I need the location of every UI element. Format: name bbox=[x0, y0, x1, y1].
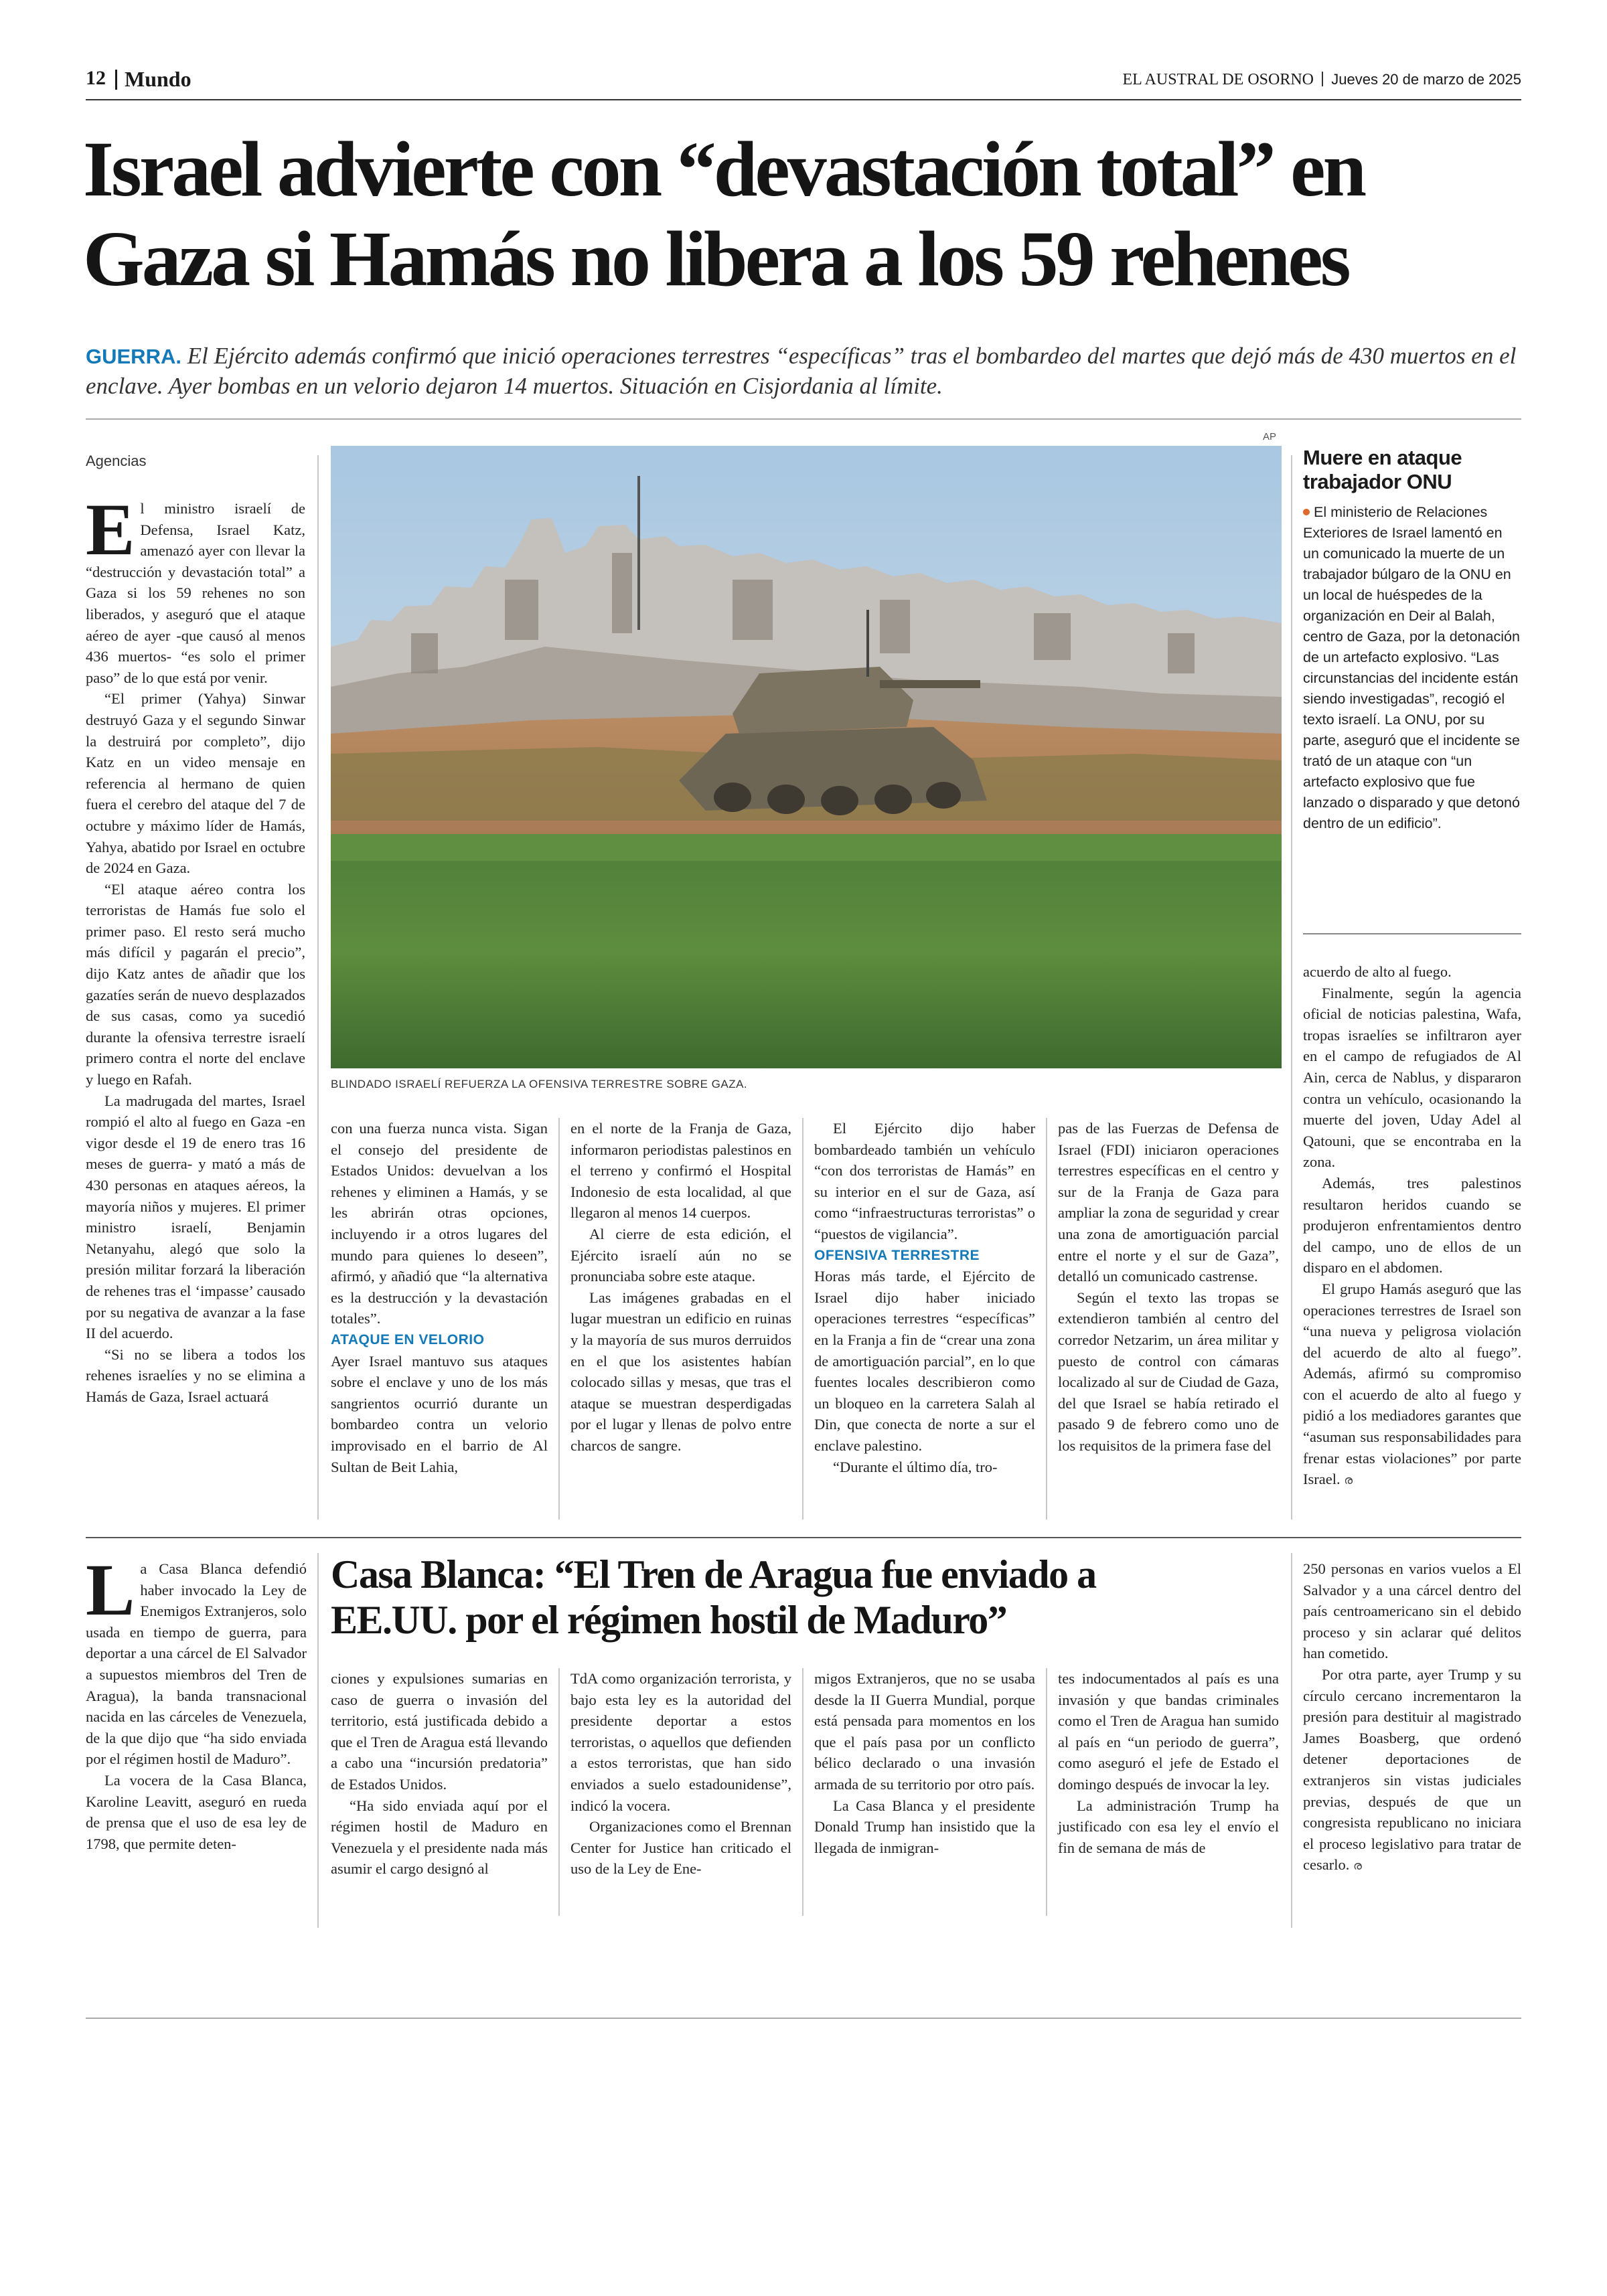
col-divider bbox=[1046, 1118, 1047, 1520]
publication-name bbox=[1122, 71, 1521, 89]
deck bbox=[86, 341, 1521, 401]
main-col-6 bbox=[1303, 961, 1521, 1491]
second-col-5 bbox=[1058, 1668, 1279, 1858]
col-divider bbox=[802, 1118, 804, 1520]
headline-line-2: Gaza si Hamás no libera a los 59 rehenes bbox=[83, 215, 1349, 303]
main-col-2-para-1: con una fuerza nunca vista. Sigan el consejo del presidente de Estados Unidos: devuelvan a los rehenes y eliminen a Hamás, y se les abrirán otras opciones, incluyendo ir a otros lugares del mundo para quienes lo deseen”, afirmó, y añadió que “la alternativa es la destrucción y la devastación totales”. bbox=[331, 1120, 548, 1327]
main-col-3 bbox=[570, 1118, 791, 1457]
main-col-3-para-3: Las imágenes grabadas en el lugar muestran un edificio en ruinas y la mayoría de sus muros derruidos en el que los asistentes habían colocado sillas y mesas, que tras el ataque se muestran desperdigadas por el lugar y llenas de polvo entre charcos de sangre. bbox=[570, 1289, 791, 1454]
sidebar-title: Muere en ataque trabajador ONU bbox=[1303, 446, 1462, 493]
second-col-2-para-2: “Ha sido enviada aquí por el régimen hostil de Maduro en Venezuela y el presidente nada más asumir el cargo designó al bbox=[331, 1797, 548, 1878]
deck-rule bbox=[86, 418, 1521, 420]
main-col-5-para-2: Según el texto las tropas se extendieron también al centro del corredor Netzarim, un área militar y puesto de control con cámaras localizado al sur de Ciudad de Gaza, del que Israel se había retirado el pasado 9 de febrero como uno de los requisitos de la primera fase del bbox=[1058, 1289, 1279, 1454]
second-col-4-para-1: migos Extranjeros, que no se usaba desde la II Guerra Mundial, porque está pensada para momentos en los que el país pasa por un conflicto bélico declarado o una invasión armada de su territorio por otro país. bbox=[814, 1670, 1035, 1793]
col-divider bbox=[558, 1668, 560, 1916]
main-col-3-para-1: en el norte de la Franja de Gaza, informaron periodistas palestinos en el terreno y confirmó el Hospital Indonesio de esta localidad, al que llegaron al menos 14 cuerpos. bbox=[570, 1120, 791, 1222]
end-mark-icon: ര bbox=[1353, 1859, 1362, 1874]
second-col-5-para-2: La administración Trump ha justificado con esa ley el envío el fin de semana de más de bbox=[1058, 1797, 1279, 1856]
main-col-1-para-1: El ministro israelí de Defensa, Israel Katz, amenazó ayer con llevar la “destrucción y devastación total” a Gaza si los 59 rehenes no son liberados, y aseguró que el ataque aéreo de ayer -que causó al menos 436 muertos- “es solo el primer paso” de lo que está por venir. bbox=[86, 489, 305, 686]
publication-date: Jueves 20 de marzo de 2025 bbox=[1331, 71, 1521, 88]
main-col-6-para-2: Finalmente, según la agencia oficial de noticias palestina, Wafa, tropas israelíes se infiltraron ayer en el campo de refugiados de Al Ain, cerca de Nablus, y dispararon contra un vehículo, ocasionando la muerte del joven, Uday Adel al Qatouni, que se encontraba en la zona. bbox=[1303, 984, 1521, 1171]
sidebar-box bbox=[1303, 446, 1521, 834]
main-col-4-para-2: Horas más tarde, el Ejército de Israel dijo haber iniciado operaciones terrestres “específicas” en la Franja a fin de “crear una zona de amortiguación parcial”, en lo que fuentes locales describieron como un bloqueo en la carretera Salah al Din, que conecta de norte a sur el enclave palestino. bbox=[814, 1268, 1035, 1454]
main-col-2-subhead: ATAQUE EN VELORIO bbox=[331, 1331, 485, 1347]
section-name: Mundo bbox=[125, 67, 192, 91]
photo-credit: AP bbox=[1263, 431, 1277, 442]
second-headline-line-2: EE.UU. por el régimen hostil de Maduro” bbox=[331, 1598, 1007, 1642]
col-divider bbox=[317, 455, 319, 1520]
main-col-4-para-1: El Ejército dijo haber bombardeado también un vehículo “con dos terroristas de Hamás” en su interior en el sur de Gaza, así como “infraestructuras terroristas” o “puestos de vigilancia”. bbox=[814, 1120, 1035, 1242]
page-number: 12 bbox=[86, 67, 106, 89]
main-col-4-subhead: OFENSIVA TERRESTRE bbox=[814, 1247, 980, 1263]
second-col-3-para-2: Organizaciones como el Brennan Center for Justice han criticado el uso de la Ley de Ene- bbox=[570, 1818, 791, 1878]
main-col-1-para-3: “El ataque aéreo contra los terroristas de Hamás fue solo el primer paso. El resto será mucho más difícil y pagarán el precio”, dijo Katz antes de añadir que los gazatíes serán de nuevo desplazados de sus casas, como ya sucedió durante la ofensiva terrestre israelí primero contra el norte del enclave y luego en Rafah. bbox=[86, 880, 305, 1088]
main-col-6-para-3: Además, tres palestinos resultaron heridos cuando se produjeron enfrentamientos dentro del campo, uno de ellos de un disparo en el abdomen. bbox=[1303, 1174, 1521, 1277]
second-col-6-para-1: 250 personas en varios vuelos a El Salvador y a una cárcel dentro del país centroamericano sin el debido proceso y sin aclarar qué delitos han cometido. bbox=[1303, 1560, 1521, 1662]
main-col-5 bbox=[1058, 1118, 1279, 1457]
article-separator bbox=[86, 1537, 1521, 1538]
header-divider bbox=[115, 70, 117, 90]
main-col-4-para-3: “Durante el último día, tro- bbox=[833, 1458, 998, 1475]
main-col-6-para-1: acuerdo de alto al fuego. bbox=[1303, 963, 1452, 980]
publication-sep bbox=[1322, 72, 1323, 86]
second-col-1 bbox=[86, 1549, 307, 1854]
second-col-4-para-2: La Casa Blanca y el presidente Donald Trump han insistido que la llegada de inmigran- bbox=[814, 1797, 1035, 1856]
second-col-5-para-1: tes indocumentados al país es una invasión y que bandas criminales como el Tren de Aragua han sumido al país en “un periodo de guerra”, como aseguró el jefe de Estado el domingo después de invocar la ley. bbox=[1058, 1670, 1279, 1793]
headline-line-1: Israel advierte con “devastación total” en bbox=[83, 125, 1365, 213]
main-col-1-para-4: La madrugada del martes, Israel rompió el alto al fuego en Gaza -en vigor desde el 19 de enero tras 16 meses de guerra- y mató a más de 430 personas en ataques aéreos, la mayoría niños y mujeres. El primer ministro israelí, Benjamin Netanyahu, alegó que solo la presión militar forzará la liberación de rehenes tras el ‘impasse’ causado por su negativa de avanzar a la fase II del acuerdo. bbox=[86, 1092, 305, 1342]
bottom-rule bbox=[86, 2018, 1521, 2019]
second-col-2-para-1: ciones y expulsiones sumarias en caso de guerra o invasión del territorio, está justificada debido a que el Tren de Aragua está llevando a cabo una “incursión predatoria” de Estados Unidos. bbox=[331, 1670, 548, 1793]
col-divider bbox=[558, 1118, 560, 1520]
col-divider bbox=[802, 1668, 804, 1916]
main-col-1-para-2: “El primer (Yahya) Sinwar destruyó Gaza y el segundo Sinwar la destruirá por completo”, dijo Katz en un video mensaje en referencia al hermano de quien fuera el cerebro del ataque del 7 de octubre y máximo líder de Hamás, Yahya, abatido por Israel en octubre de 2024 en Gaza. bbox=[86, 690, 305, 877]
sidebar-rule bbox=[1303, 933, 1521, 934]
main-col-2-para-2: Ayer Israel mantuvo sus ataques sobre el enclave y uno de los más sangrientos ocurrió durante un bombardeo contra un velorio improvisado en el barrio de Al Sultan de Beit Lahia, bbox=[331, 1352, 548, 1475]
main-col-6-para-4: El grupo Hamás aseguró que las operaciones terrestres de Israel son “una nueva y peligrosa violación del acuerdo de alto al fuego”. Además, afirmó su compromiso con el acuerdo de alto al fuego y pidió a los mediadores garantes que “asuman sus responsabilidades para frenar estas violaciones” por parte Israel. ര bbox=[1303, 1280, 1521, 1488]
photo-caption: BLINDADO ISRAELÍ REFUERZA LA OFENSIVA TERRESTRE SOBRE GAZA. bbox=[331, 1078, 748, 1090]
end-mark-icon: ര bbox=[1344, 1473, 1353, 1488]
second-col-1-para-1: La Casa Blanca defendió haber invocado la Ley de Enemigos Extranjeros, solo usada en tiempo de guerra, para deportar a una cárcel de El Salvador a supuestos miembros del Tren de Aragua), la banda transnacional nacida en las cárceles de Venezuela, de la que dijo que “ha sido enviada por el régimen hostil de Maduro”. bbox=[86, 1549, 307, 1768]
second-headline-line-1: Casa Blanca: “El Tren de Aragua fue enviado a bbox=[331, 1552, 1096, 1596]
tank-photo bbox=[331, 446, 1282, 1068]
col-divider bbox=[317, 1553, 319, 1928]
second-col-1-para-2: La vocera de la Casa Blanca, Karoline Leavitt, aseguró en rueda de prensa que el uso de esa ley de 1798, que permite deten- bbox=[86, 1771, 307, 1852]
sidebar-bullet bbox=[1303, 509, 1310, 515]
main-headline bbox=[83, 125, 1529, 304]
main-col-1-para-5: “Si no se libera a todos los rehenes israelíes y no se elimina a Hamás de Gaza, Israel actuará bbox=[86, 1345, 305, 1405]
col-divider bbox=[1291, 1553, 1292, 1928]
main-col-4 bbox=[814, 1118, 1035, 1477]
main-col-2 bbox=[331, 1118, 548, 1477]
col-divider bbox=[1046, 1668, 1047, 1916]
deck-kicker: GUERRA. bbox=[86, 345, 181, 368]
byline: Agencias bbox=[86, 453, 147, 469]
second-col-3-para-1: TdA como organización terrorista, y bajo esta ley es la autoridad del presidente deportar a estos terroristas, o aquellos que defienden a estos terroristas, que han sido enviados a suelo estadounidense”, indicó la vocera. bbox=[570, 1670, 791, 1814]
second-col-3 bbox=[570, 1668, 791, 1880]
col-divider bbox=[1291, 455, 1292, 1520]
sidebar-body: El ministerio de Relaciones Exteriores de Israel lamentó en un comunicado la muerte de un trabajador búlgaro de la ONU en un local de huéspedes de la organización en Deir al Balah, centro de Gaza, por la detonación de un artefacto explosivo. “Las circunstancias del incidente están siendo investigadas”, recogió el texto israelí. La ONU, por su parte, aseguró que el incidente se trató de un ataque con “un artefacto explosivo que fue lanzado o disparado y que detonó dentro de un edificio”. bbox=[1303, 504, 1520, 831]
main-col-5-para-1: pas de las Fuerzas de Defensa de Israel (FDI) iniciaron operaciones terrestres específicas en el centro y sur de la Franja de Gaza para ampliar la zona de seguridad y crear una zona de amortiguación parcial entre el norte y el sur de Gaza”, detalló un comunicado castrense. bbox=[1058, 1120, 1279, 1285]
main-col-1 bbox=[86, 489, 305, 1408]
second-col-2 bbox=[331, 1668, 548, 1880]
deck-text: El Ejército además confirmó que inició operaciones terrestres “específicas” tras el bombardeo del martes que dejó más de 430 muertos en el enclave. Ayer bombas en un velorio dejaron 14 muertos. Situación en Cisjordania al límite. bbox=[86, 343, 1517, 399]
second-col-6 bbox=[1303, 1558, 1521, 1877]
header-rule bbox=[86, 99, 1521, 100]
second-headline bbox=[331, 1552, 1288, 1643]
second-col-6-para-2: Por otra parte, ayer Trump y su círculo cercano incrementaron la presión para destituir al magistrado James Boasberg, que ordenó detener deportaciones de extranjeros sin vistas judiciales previas, después de que un congresista republicano no iniciara el proceso legislativo para tratar de cesarlo. ര bbox=[1303, 1665, 1521, 1874]
publication-title: EL AUSTRAL DE OSORNO bbox=[1122, 71, 1314, 88]
dropcap-e: E bbox=[86, 489, 135, 570]
dropcap-l: L bbox=[86, 1549, 135, 1631]
second-col-4 bbox=[814, 1668, 1035, 1858]
main-col-3-para-2: Al cierre de esta edición, el Ejército israelí aún no se pronunciaba sobre este ataque. bbox=[570, 1225, 791, 1285]
page-header bbox=[86, 64, 1521, 100]
